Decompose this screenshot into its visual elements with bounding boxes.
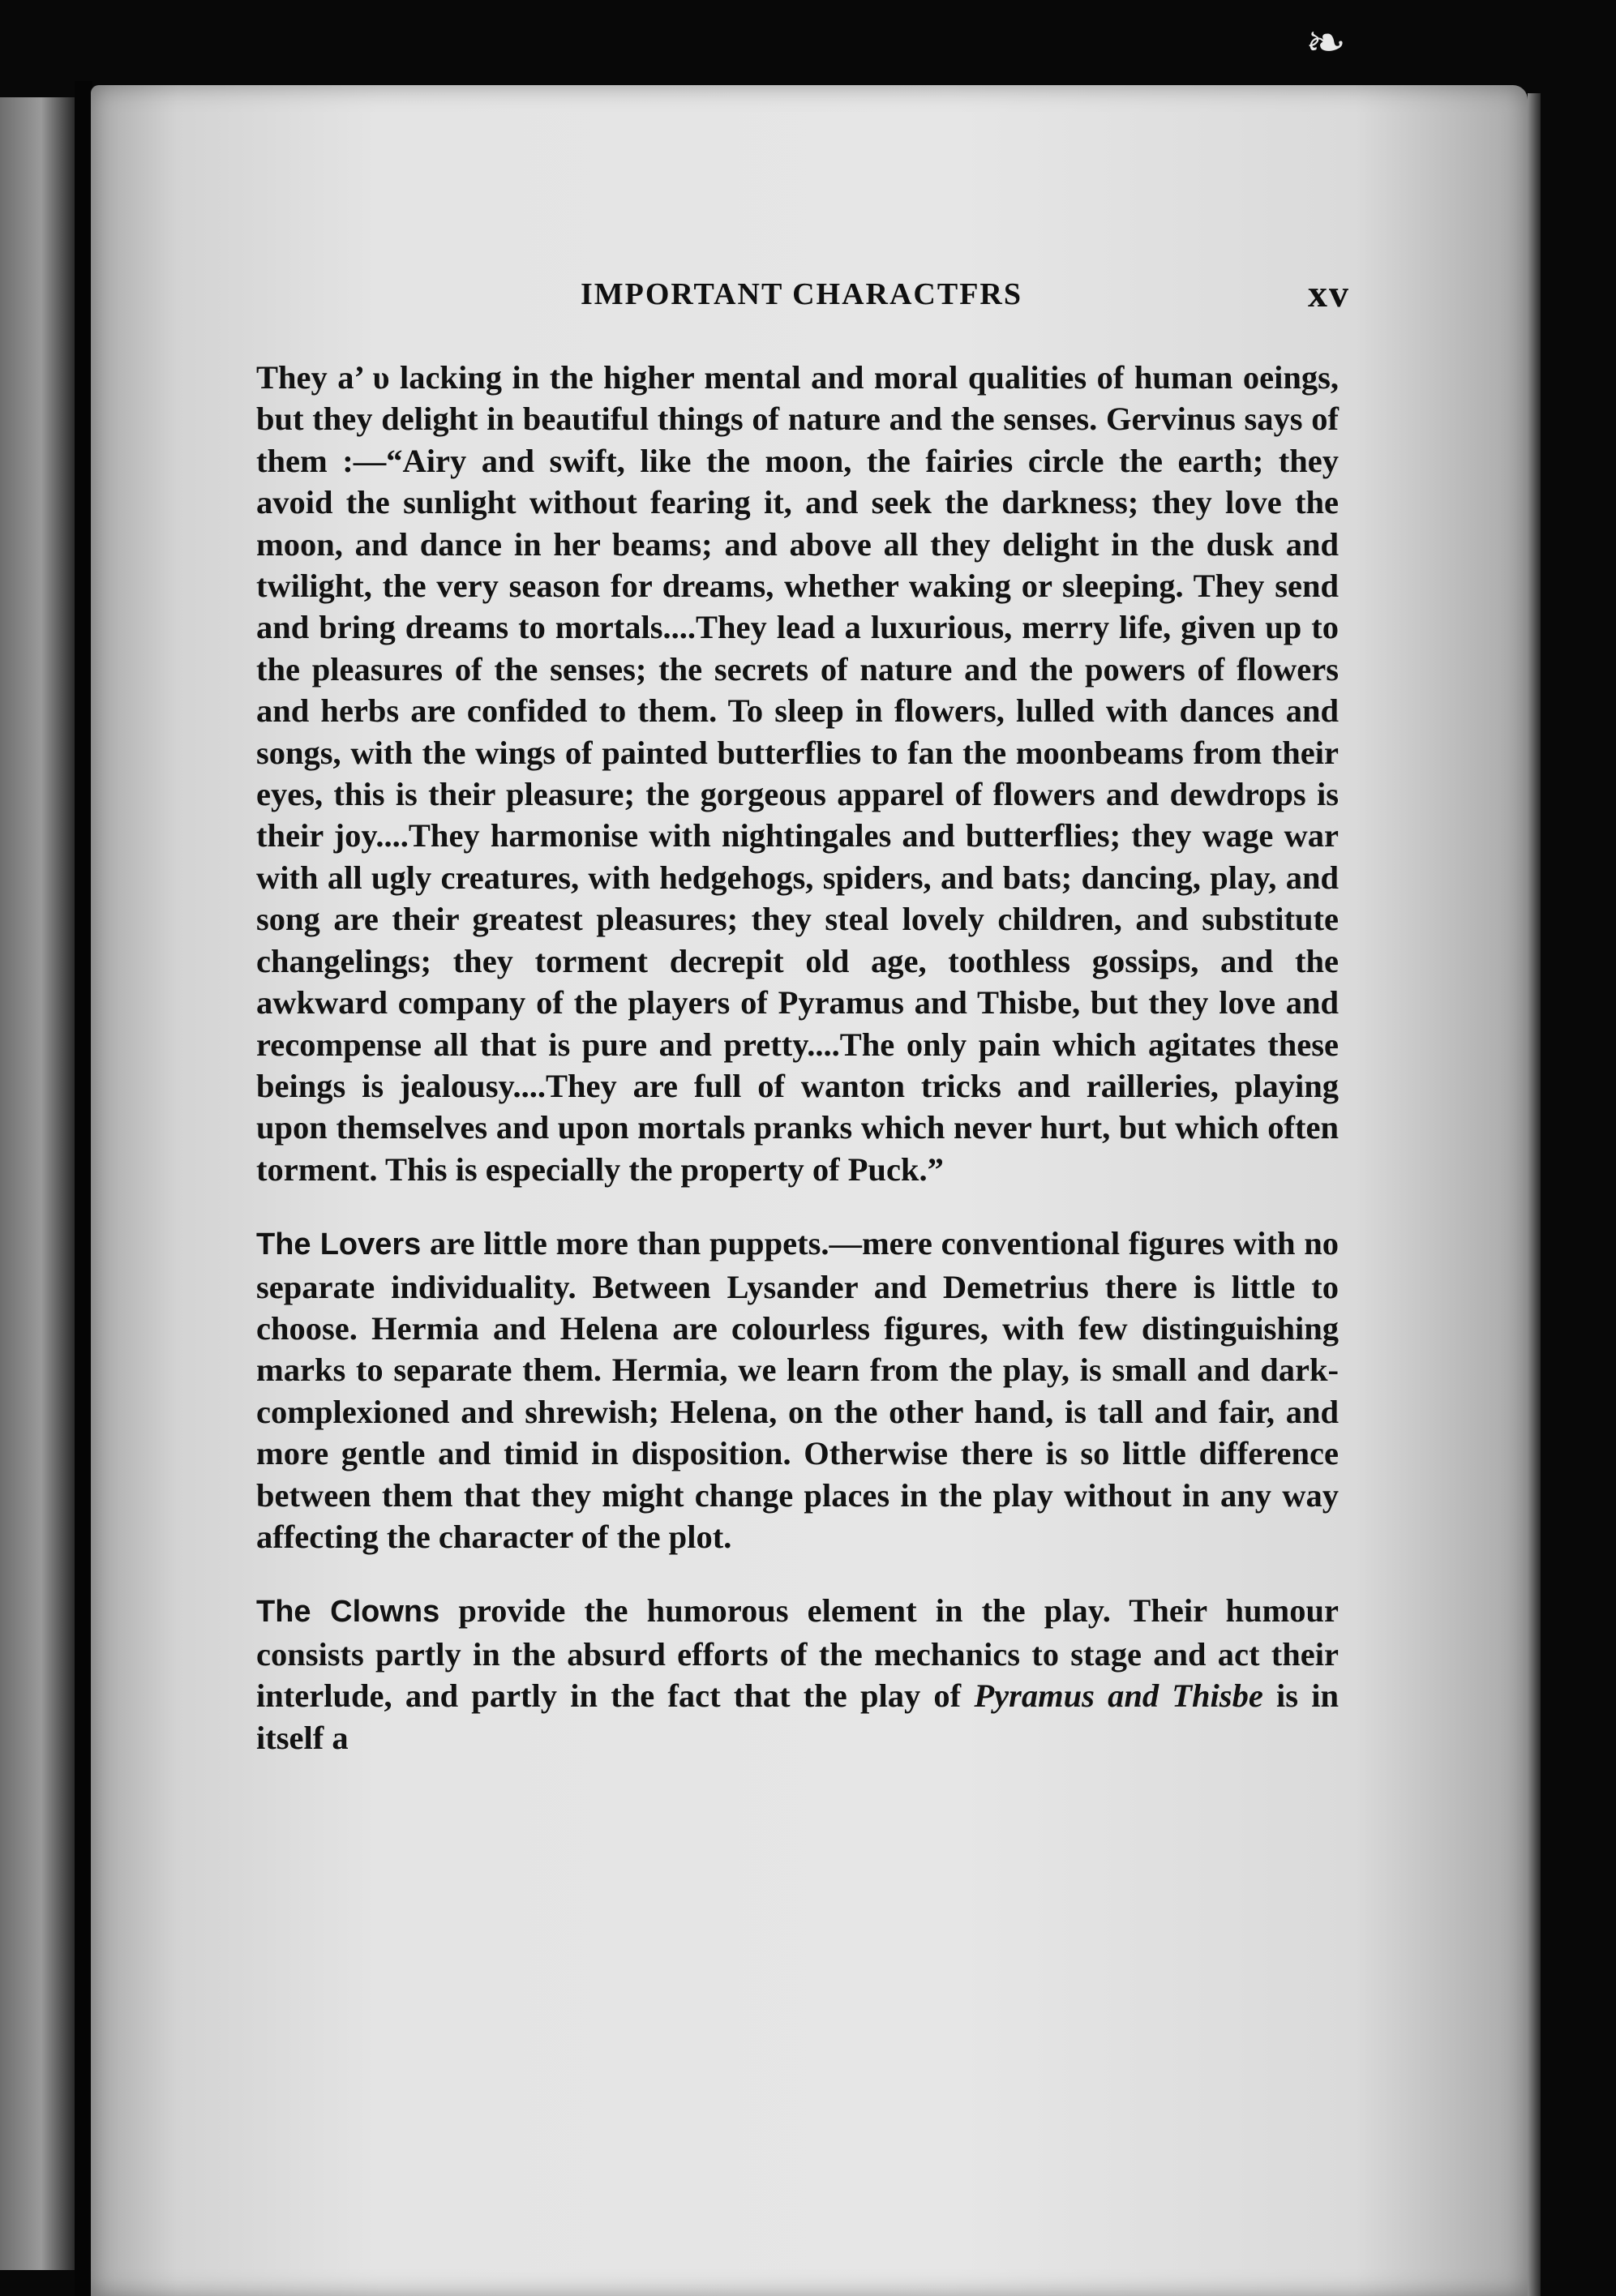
- right-page-edge: [1528, 93, 1541, 2296]
- page-header: [268, 272, 1350, 320]
- paragraph-clowns: [256, 1590, 1339, 1758]
- left-page-edge: [0, 97, 75, 2270]
- running-head: IMPORTANT CHARACTFRS: [581, 277, 1023, 311]
- clowns-text-b: is in itself a: [256, 1677, 1339, 1756]
- clowns-heading: The Clowns: [256, 1595, 440, 1630]
- book-gutter: [75, 81, 92, 2296]
- lovers-text: are little more than puppets.—mere conventional figures with no separate individuality. Between Lysander and Demetrius there is little to choose. Hermia and Helena are colourless figures, with few distinguishing marks to separate them. Hermia, we learn from the play, is small and dark-complexioned and shrewish; Helena, on the other hand, is tall and fair, and more gentle and timid in disposition. Otherwise there is so little difference between them that they might change places in the play without in any way affecting the character of the plot.: [256, 1225, 1339, 1555]
- scan-artifact-mark: ❧: [1305, 15, 1347, 71]
- paragraph-fairies: They a’ υ lacking in the higher mental and moral qualities of human oeings, but they delight in beautiful things of nature and the senses. Gervinus says of them :—“Airy and swift, like the moon, the fairies circle the earth; they avoid the sunlight without fearing it, and seek the darkness; they love the moon, and dance in her beams; and above all they delight in the dusk and twilight, the very season for dreams, whether waking or sleeping. They send and bring dreams to mortals....They lead a luxurious, merry life, given up to the pleasures of the senses; the secrets of nature and the powers of flowers and herbs are confided to them. To sleep in flowers, lulled with dances and songs, with the wings of painted butterflies to fan the moonbeams from their eyes, this is their pleasure; the gorgeous apparel of flowers and dewdrops is their joy....They harmonise with nightingales and butterflies; they wage war with all ugly creatures, with hedgehogs, spiders, and bats; dancing, play, and song are their greatest pleasures; they steal lovely children, and substitute changelings; they torment decrepit old age, toothless gossips, and the awkward company of the players of Pyramus and Thisbe, but they love and recompense all that is pure and pretty....The only pain which agitates these beings is jealousy....They are full of wanton tricks and railleries, playing upon themselves and upon mortals pranks which never hurt, but which often torment. This is especially the property of Puck.”: [256, 359, 1339, 1188]
- paragraph-lovers: [256, 1223, 1339, 1557]
- play-title: Pyramus and Thisbe: [974, 1677, 1263, 1715]
- clowns-text-a: provide the humorous element in the play. Their humour consists partly in the absurd efforts of the mechanics to stage and act their interlude, and partly in the fact that the play of: [256, 1592, 1339, 1715]
- lovers-heading: The Lovers: [256, 1227, 422, 1262]
- page-number: xv: [1308, 272, 1350, 315]
- body-text: [256, 357, 1339, 1758]
